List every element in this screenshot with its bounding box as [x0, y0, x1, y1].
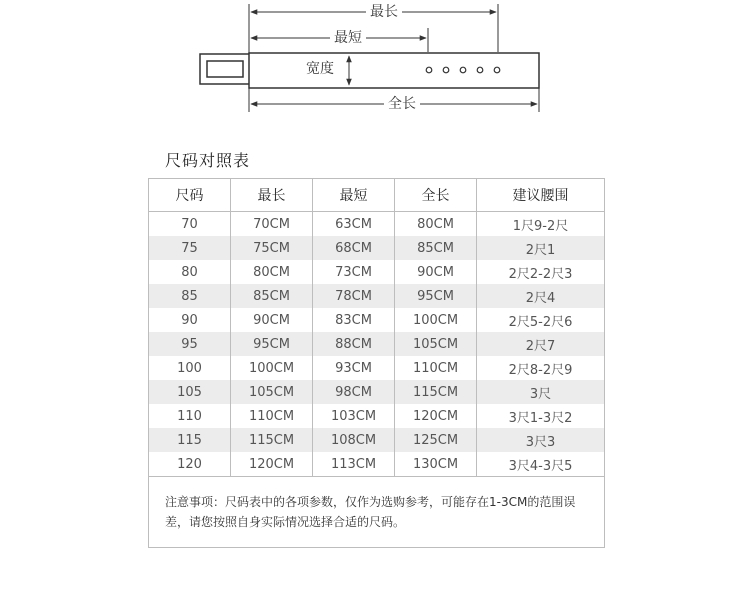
table-row	[149, 452, 605, 477]
cell-waist: 1尺9-2尺	[477, 212, 605, 237]
cell-total: 90CM	[395, 260, 477, 284]
cell-min: 103CM	[313, 404, 395, 428]
cell-size: 100	[149, 356, 231, 380]
cell-max: 100CM	[231, 356, 313, 380]
cell-min: 93CM	[313, 356, 395, 380]
cell-size: 70	[149, 212, 231, 237]
cell-waist: 3尺3	[477, 428, 605, 452]
cell-total: 100CM	[395, 308, 477, 332]
cell-waist: 3尺1-3尺2	[477, 404, 605, 428]
note-row	[149, 477, 605, 548]
belt-hole	[426, 67, 432, 73]
cell-max: 75CM	[231, 236, 313, 260]
belt-hole	[443, 67, 449, 73]
cell-total: 110CM	[395, 356, 477, 380]
cell-min: 63CM	[313, 212, 395, 237]
header-max: 最长	[231, 179, 313, 212]
cell-max: 85CM	[231, 284, 313, 308]
table-row	[149, 308, 605, 332]
header-min: 最短	[313, 179, 395, 212]
cell-size: 75	[149, 236, 231, 260]
size-chart-table	[148, 178, 605, 548]
cell-size: 105	[149, 380, 231, 404]
size-chart-title: 尺码对照表	[165, 151, 251, 170]
table-row	[149, 356, 605, 380]
cell-total: 115CM	[395, 380, 477, 404]
label-min-length: 最短	[330, 30, 366, 46]
cell-min: 78CM	[313, 284, 395, 308]
cell-max: 80CM	[231, 260, 313, 284]
belt-hole	[477, 67, 483, 73]
notice-text: 注意事项：尺码表中的各项参数，仅作为选购参考，可能存在1-3CM的范围误差，请您按照自身实际情况选择合适的尺码。	[149, 477, 605, 548]
cell-size: 115	[149, 428, 231, 452]
table-row	[149, 380, 605, 404]
table-row	[149, 260, 605, 284]
header-row	[149, 179, 605, 212]
cell-max: 95CM	[231, 332, 313, 356]
cell-max: 115CM	[231, 428, 313, 452]
cell-size: 85	[149, 284, 231, 308]
table-row	[149, 404, 605, 428]
cell-waist: 2尺1	[477, 236, 605, 260]
header-waist: 建议腰围	[477, 179, 605, 212]
cell-waist: 2尺4	[477, 284, 605, 308]
cell-size: 80	[149, 260, 231, 284]
cell-waist: 2尺7	[477, 332, 605, 356]
cell-min: 88CM	[313, 332, 395, 356]
cell-size: 90	[149, 308, 231, 332]
table-row	[149, 212, 605, 237]
cell-total: 120CM	[395, 404, 477, 428]
cell-max: 105CM	[231, 380, 313, 404]
cell-total: 125CM	[395, 428, 477, 452]
cell-min: 73CM	[313, 260, 395, 284]
label-max-length: 最长	[366, 4, 402, 20]
cell-size: 95	[149, 332, 231, 356]
cell-size: 110	[149, 404, 231, 428]
table-row	[149, 428, 605, 452]
cell-waist: 2尺8-2尺9	[477, 356, 605, 380]
table-row	[149, 332, 605, 356]
cell-total: 105CM	[395, 332, 477, 356]
cell-waist: 3尺4-3尺5	[477, 452, 605, 477]
cell-waist: 3尺	[477, 380, 605, 404]
cell-max: 110CM	[231, 404, 313, 428]
belt-hole	[494, 67, 500, 73]
cell-total: 95CM	[395, 284, 477, 308]
cell-total: 130CM	[395, 452, 477, 477]
belt-hole	[460, 67, 466, 73]
cell-max: 70CM	[231, 212, 313, 237]
cell-min: 98CM	[313, 380, 395, 404]
label-width: 宽度	[306, 61, 334, 77]
table-row	[149, 236, 605, 260]
cell-size: 120	[149, 452, 231, 477]
table-row	[149, 284, 605, 308]
cell-max: 120CM	[231, 452, 313, 477]
label-total-length: 全长	[384, 96, 420, 112]
cell-waist: 2尺2-2尺3	[477, 260, 605, 284]
cell-min: 113CM	[313, 452, 395, 477]
cell-waist: 2尺5-2尺6	[477, 308, 605, 332]
header-total: 全长	[395, 179, 477, 212]
header-size: 尺码	[149, 179, 231, 212]
cell-min: 83CM	[313, 308, 395, 332]
cell-total: 85CM	[395, 236, 477, 260]
cell-total: 80CM	[395, 212, 477, 237]
cell-min: 108CM	[313, 428, 395, 452]
cell-min: 68CM	[313, 236, 395, 260]
cell-max: 90CM	[231, 308, 313, 332]
